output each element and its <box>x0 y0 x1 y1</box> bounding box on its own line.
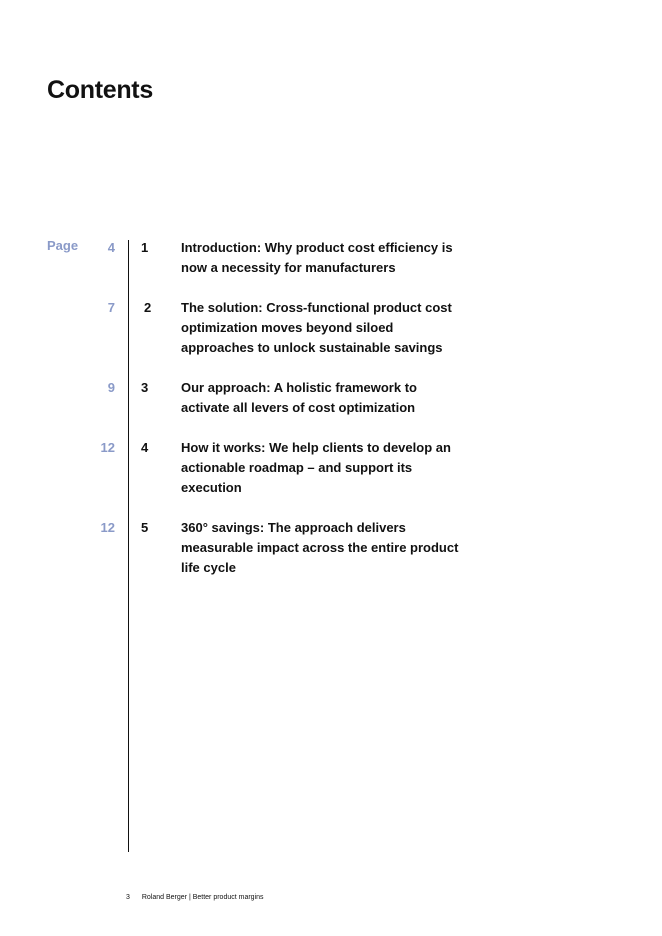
toc-entry-1[interactable] <box>0 238 662 298</box>
page-column-label: Page <box>47 238 79 253</box>
toc-section-number: 1 <box>141 240 149 255</box>
footer-text: Roland Berger | Better product margins <box>141 894 264 901</box>
toc-page-number: 12 <box>100 520 115 535</box>
toc-section-title[interactable]: Introduction: Why product cost efficiency is now a necessity for manufacturers <box>181 240 453 275</box>
footer-page-number: 3 <box>126 894 130 901</box>
toc-section-title[interactable]: Our approach: A holistic framework to activate all levers of cost optimization <box>181 380 417 415</box>
toc-section-title[interactable]: How it works: We help clients to develop an actionable roadmap – and support its execution <box>181 440 451 495</box>
toc-section-number: 5 <box>141 520 149 535</box>
toc-entry-4[interactable] <box>0 438 662 498</box>
toc-section-number: 4 <box>141 440 149 455</box>
page-footer <box>126 894 264 901</box>
toc-section-title[interactable]: The solution: Cross-functional product cost optimization moves beyond siloed approaches to unlock sustainable savings <box>181 300 452 355</box>
toc-entry-3[interactable] <box>0 378 662 438</box>
toc-page-number: 12 <box>100 440 115 455</box>
toc-entry-2[interactable] <box>0 298 662 358</box>
toc-page-number: 4 <box>107 240 115 255</box>
toc-section-number: 3 <box>141 380 149 395</box>
toc-section-number: 2 <box>144 300 152 315</box>
toc-section-title[interactable]: 360° savings: The approach delivers measurable impact across the entire product life cycle <box>181 520 459 575</box>
toc-page-number: 9 <box>107 380 115 395</box>
toc-entry-5[interactable] <box>0 518 662 578</box>
page-title: Contents <box>47 76 153 104</box>
toc-page-number: 7 <box>107 300 115 315</box>
